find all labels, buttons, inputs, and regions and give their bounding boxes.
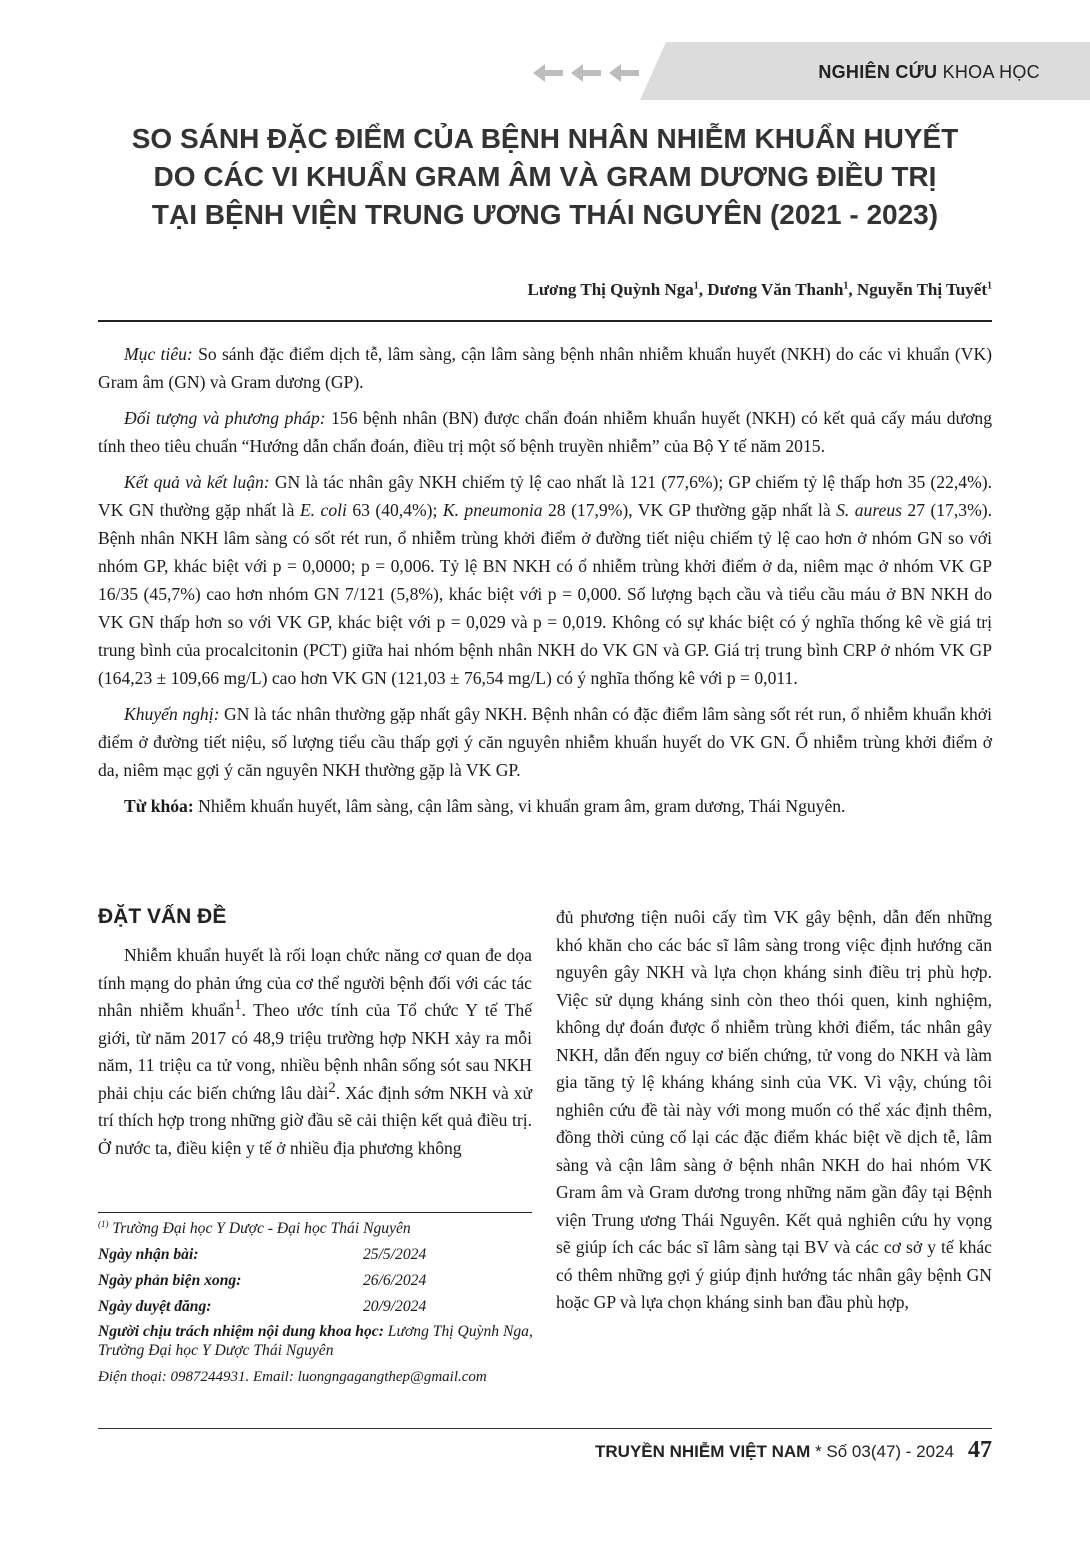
journal-name: TRUYỀN NHIỄM VIỆT NAM <box>595 1442 811 1461</box>
author-name: Dương Văn Thanh <box>707 280 844 299</box>
footer-star: * <box>810 1442 827 1461</box>
arrow-left-icon <box>533 62 643 84</box>
abstract-methods: Đối tượng và phương pháp: 156 bệnh nhân (BN) được chẩn đoán nhiễm khuẩn huyết (NKH) có kết quả cấy máu dương tính theo tiêu chuẩn “Hướng dẫn chẩn đoán, điều trị một số bệnh truyền nhiễm” của Bộ Y tế năm 2015. <box>98 408 992 456</box>
reviewed-date-row: Ngày phản biện xong: 26/6/2024 <box>98 1272 427 1289</box>
footnote-divider <box>98 1212 532 1213</box>
footnotes <box>98 1216 538 1387</box>
footer-divider <box>98 1428 992 1429</box>
intro-paragraph-right: đủ phương tiện nuôi cấy tìm VK gây bệnh, dẫn đến những khó khăn cho các bác sĩ lâm sàng trong việc định hướng căn nguyên gây NKH và lựa chọn kháng sinh điều trị phù hợp. Việc sử dụng kháng sinh còn theo thói quen, kinh nghiệm, không dự đoán được ổ nhiễm trùng khởi điểm, tác nhân gây NKH, dẫn đến nguy cơ biến chứng, tử vong do NKH và làm gia tăng tỷ lệ kháng kháng sinh của VK. Vì vậy, chúng tôi nghiên cứu đề tài này với mong muốn có thể xác định thêm, đồng thời củng cố lại các đặc điểm khác biệt về dịch tễ, lâm sàng và cận lâm sàng ở bệnh nhân NKH do hai nhóm VK Gram âm và Gram dương trong những năm gần đây tại Bệnh viện Trung ương Thái Nguyên. Kết quả nghiên cứu hy vọng sẽ giúp ích các bác sĩ lâm sàng tại BV và các cơ sở y tế khác có thêm những gợi ý giúp định hướng tác nhân gây bệnh GN hoặc GP và lựa chọn kháng sinh ban đầu phù hợp, <box>556 907 992 1312</box>
accepted-date-row: Ngày duyệt đăng: 20/9/2024 <box>98 1298 427 1315</box>
abstract-objective: Mục tiêu: So sánh đặc điểm dịch tễ, lâm sàng, cận lâm sàng bệnh nhân nhiễm khuẩn huyết (NKH) do các vi khuẩn (VK) Gram âm (GN) và Gram dương (GP). <box>98 344 993 392</box>
intro-paragraph-left: Nhiễm khuẩn huyết là rối loạn chức năng cơ quan đe dọa tính mạng do phản ứng của cơ thể người bệnh đối với các tác nhân nhiễm khuẩn$^1$. Theo ước tính của Tổ chức Y tế Thế giới, từ năm 2017 có 48,9 triệu trường hợp NKH xảy ra mỗi năm, 11 triệu ca tử vong, nhiều bệnh nhân sống sót sau NKH phải chịu các biến chứng lâu dài$^2$. Xác định sớm NKH và xử trí thích hợp trong những giờ đầu sẽ cải thiện kết quả điều trị. Ở nước ta, điều kiện y tế ở nhiều địa phương không <box>98 945 533 1158</box>
page-number: 47 <box>968 1437 992 1463</box>
page-footer <box>595 1437 992 1464</box>
responsible-author: Người chịu trách nhiệm nội dung khoa học: Lương Thị Quỳnh Nga, Trường Đại học Y Dược Thái Nguyên <box>98 1323 533 1359</box>
contact-info: Điện thoại: 0987244931. Email: luongngagangthep@gmail.com <box>98 1369 487 1385</box>
abstract <box>98 340 992 828</box>
author-affil: 1 <box>843 280 849 292</box>
author-affil: 1 <box>693 280 699 292</box>
abstract-results: Kết quả và kết luận: GN là tác nhân gây NKH chiếm tỷ lệ cao nhất là 121 (77,6%); GP chiếm tỷ lệ thấp hơn 35 (22,4%). VK GN thường gặp nhất là E. coli 63 (40,4%); K. pneumonia 28 (17,9%), VK GP thường gặp nhất là S. aureus 27 (17,3%). Bệnh nhân NKH lâm sàng có sốt rét run, ổ nhiễm trùng khởi điểm ở đường tiết niệu chiếm tỷ lệ cao hơn ở nhóm GN so với nhóm GP, khác biệt với p = 0,0000; p = 0,006. Tỷ lệ BN NKH có ổ nhiễm trùng khởi điểm ở da, niêm mạc ở nhóm VK GP 16/35 (45,7%) cao hơn nhóm GN 7/121 (5,8%), khác biệt với p = 0,000. Số lượng bạch cầu và tiểu cầu máu ở BN NKH do VK GN thấp hơn so với VK GP, khác biệt với p = 0,029 và p = 0,019. Không có sự khác biệt có ý nghĩa thống kê về giá trị trung bình của procalcitonin (PCT) giữa hai nhóm bệnh nhân NKH do VK GN và GP. Giá trị trung bình CRP ở nhóm VK GP (164,23 ± 109,66 mg/L) cao hơn VK GN (121,03 ± 76,54 mg/L) có ý nghĩa thống kê với p = 0,011. <box>98 472 993 688</box>
issue-number: Số 03(47) - 2024 <box>826 1442 954 1461</box>
header-divider <box>98 320 992 322</box>
section-label: NGHIÊN CỨU KHOA HỌC <box>818 62 1040 82</box>
body-column-right <box>556 904 992 1317</box>
received-date-row: Ngày nhận bài: 25/5/2024 <box>98 1246 427 1263</box>
abstract-keywords: Từ khóa: Nhiễm khuẩn huyết, lâm sàng, cận lâm sàng, vi khuẩn gram âm, gram dương, Thái Nguyên. <box>124 796 846 816</box>
author-list: Lương Thị Quỳnh Nga$^1$, Dương Văn Thanh$^1$, Nguyễn Thị Tuyết$^1$ <box>527 280 992 299</box>
author-affil: 1 <box>987 280 992 292</box>
article-title <box>60 120 1030 234</box>
title-line-3: TẠI BỆNH VIỆN TRUNG ƯƠNG THÁI NGUYÊN (2021 - 2023) <box>151 199 939 230</box>
body-column-left <box>98 904 532 1162</box>
author-name: Lương Thị Quỳnh Nga <box>527 280 694 299</box>
abstract-recommendation: Khuyến nghị: GN là tác nhân thường gặp nhất gây NKH. Bệnh nhân có đặc điểm lâm sàng sốt rét run, ổ nhiễm khuẩn khởi điểm ở đường tiết niệu, số lượng tiểu cầu thấp gợi ý căn nguyên nhiễm khuẩn huyết do VK GN. Ổ nhiễm trùng khởi điểm ở da, niêm mạc gợi ý căn nguyên NKH thường gặp là VK GP. <box>98 704 993 780</box>
title-line-1: SO SÁNH ĐẶC ĐIỂM CỦA BỆNH NHÂN NHIỄM KHUẨN HUYẾT <box>131 123 959 154</box>
title-line-2: DO CÁC VI KHUẨN GRAM ÂM VÀ GRAM DƯƠNG ĐIỀU TRỊ <box>153 161 937 192</box>
section-heading: ĐẶT VẤN ĐỀ <box>98 905 227 928</box>
author-name: Nguyễn Thị Tuyết <box>856 280 987 299</box>
affiliation: $^{(1)}$ Trường Đại học Y Dược - Đại học Thái Nguyên <box>98 1218 411 1237</box>
